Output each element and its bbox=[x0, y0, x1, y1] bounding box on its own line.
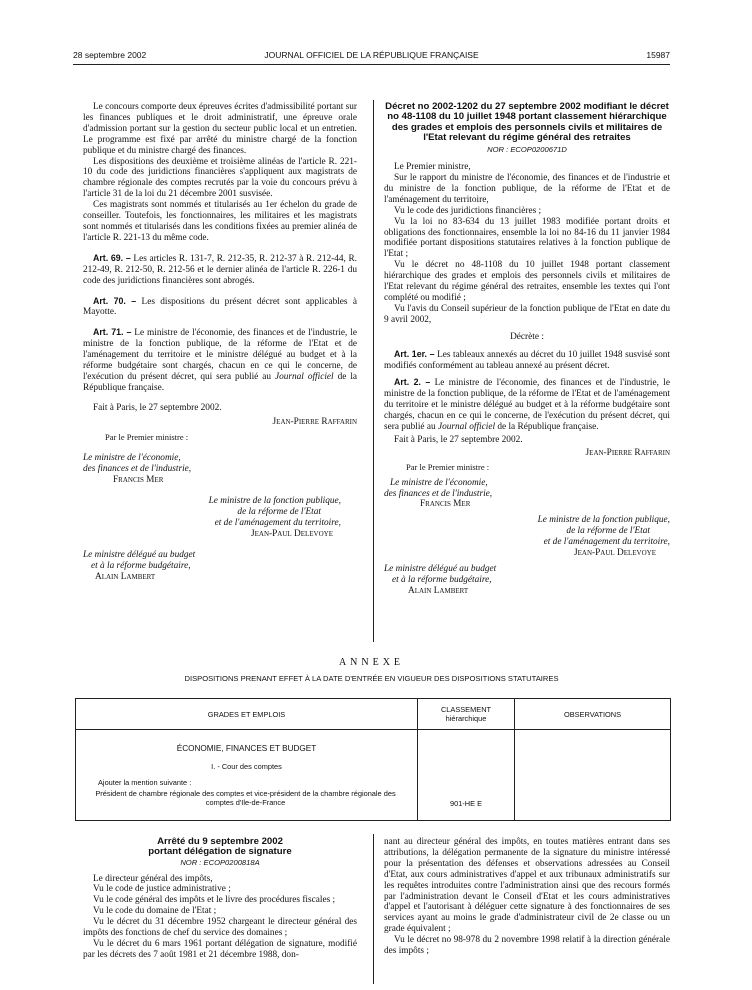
paragraph: Sur le rapport du ministre de l'économie, des finances et de l'industrie et du ministre de la fonction publique, de la réforme de l'Etat et de l'aménagement du territoire, bbox=[384, 173, 670, 205]
header-date: 28 septembre 2002 bbox=[73, 50, 147, 60]
header-rule bbox=[73, 64, 670, 65]
paragraph: Le directeur général des impôts, bbox=[93, 873, 213, 884]
article-70: Art. 70. – Les dispositions du présent décret sont applicables à Mayotte. bbox=[83, 295, 357, 318]
par-le-premier-ministre: Par le Premier ministre : bbox=[406, 461, 490, 472]
signature-prime-minister: Jean-Pierre Raffarin bbox=[585, 447, 670, 458]
arrete-title-1: Arrêté du 9 septembre 2002 bbox=[157, 836, 283, 847]
paragraph: Vu la loi no 83-634 du 13 juillet 1983 modifiée portant droits et obligations des fonctionnaires, ensemble la loi no 84-16 du 11 janvier 1984 modifiée portant dispositions statutaires relatives à la fonction publique de l'Etat ; bbox=[384, 216, 670, 260]
cell-classement bbox=[418, 730, 515, 821]
paragraph: Vu le code général des impôts et le livre des procédures fiscales ; bbox=[93, 895, 336, 906]
paragraph: Vu le code du domaine de l'Etat ; bbox=[93, 906, 217, 917]
page-header bbox=[73, 50, 670, 64]
arrete-nor: NOR : ECOP0200818A bbox=[180, 857, 260, 867]
table-header-row bbox=[76, 699, 671, 730]
column-divider bbox=[373, 100, 374, 642]
cell-observations bbox=[515, 730, 671, 821]
article-1: Art. 1er. – Les tableaux annexés au décret du 10 juillet 1948 susvisé sont modifiés conformément au tableau annexé au présent décret. bbox=[384, 348, 670, 371]
paragraph: nant au directeur général des impôts, en toutes matières entrant dans ses attributions, la délégation permanente de la signature du ministre intéressé pour la présentation des défenses et observations adressées au Conseil d'Etat, aux cours administratives d'appel et aux tribunaux administratifs sur les requêtes introduites contre l'administration ainsi que des recours formés par l'administration devant le Conseil d'Etat et les cours administratives d'appel et l'autorisant à déléguer cette signature à des fonctionnaires de ses services ayant au moins le grade d'administrateur civil de 2e classe ou un grade équivalent ; bbox=[384, 837, 670, 935]
section-title: ÉCONOMIE, FINANCES ET BUDGET bbox=[176, 744, 317, 753]
signature-block-3: Le ministre délégué au budget et à la réforme budgétaire, Alain Lambert bbox=[83, 549, 196, 582]
article-69: Art. 69. – Les articles R. 131-7, R. 212-35, R. 212-37 à R. 212-44, R. 212-49, R. 212-50, R. 212-56 et le dernier alinéa de l'article R. 226-1 du code des juridictions financières sont abrogés. bbox=[83, 252, 357, 286]
paragraph: Vu le décret du 31 décembre 1952 chargeant le directeur général des impôts des fonctions de chef du service des domaines ; bbox=[83, 917, 357, 939]
signature-block-3: Le ministre délégué au budget et à la réforme budgétaire, Alain Lambert bbox=[384, 564, 497, 596]
header-observations: OBSERVATIONS bbox=[515, 699, 671, 730]
classement-value: 901-HE E bbox=[449, 799, 483, 808]
header-grades: GRADES ET EMPLOIS bbox=[76, 699, 418, 730]
arrete-title-2: portant délégation de signature bbox=[148, 846, 292, 858]
row-label: Président de chambre régionale des comptes et vice-président de la chambre régionale des comptes d'Ile-de-France bbox=[95, 789, 396, 807]
par-le-premier-ministre: Par le Premier ministre : bbox=[105, 431, 189, 442]
annexe-table bbox=[75, 698, 671, 821]
table-bottom-rule bbox=[75, 820, 671, 821]
signature-block-2: Le ministre de la fonction publique, de la réforme de l'Etat et de l'aménagement du territoire, Jean-Paul Delevoye bbox=[537, 515, 670, 559]
decrete: Décrète : bbox=[510, 331, 544, 342]
arrete-left-column bbox=[83, 837, 357, 961]
paragraph: Vu l'avis du Conseil supérieur de la fonction publique de l'Etat en date du 9 avril 2002, bbox=[384, 303, 670, 325]
signature-block-1: Le ministre de l'économie, des finances et de l'industrie, Francis Mer bbox=[83, 453, 192, 486]
article-71: Art. 71. – Le ministre de l'économie, des finances et de l'industrie, le ministre de la fonction publique, de la réforme de l'Etat et de l'aménagement du territoire et le ministre délégué au budget et à la réforme budgétaire sont chargés, chacun en ce qui le concerne, de l'exécution du présent décret, qui sera publié au Journal officiel de la République française. bbox=[83, 327, 358, 393]
left-column bbox=[83, 102, 357, 583]
fait-a-paris: Fait à Paris, le 27 septembre 2002. bbox=[394, 434, 523, 445]
annexe-subtitle: DISPOSITIONS PRENANT EFFET À LA DATE D'ENTRÉE EN VIGUEUR DES DISPOSITIONS STATUTAIRES bbox=[184, 674, 559, 683]
fait-a-paris: Fait à Paris, le 27 septembre 2002. bbox=[93, 402, 222, 413]
paragraph: Vu le décret no 48-1108 du 10 juillet 1948 portant classement hiérarchique des grades et emplois des personnels civils et militaires de l'Etat relevant du régime général des retraites, ensemble les textes qui l'ont complété ou modifié ; bbox=[384, 260, 670, 303]
paragraph: Les dispositions des deuxième et troisième alinéas de l'article R. 221-10 du code des juridictions financières s'appliquent aux magistrats de chambre régionale des comptes recrutés par la voie du concours prévu à l'article 31 de la loi du 21 décembre 2001 susvisée. bbox=[83, 156, 357, 200]
paragraph: Vu le code des juridictions financières ; bbox=[394, 205, 542, 216]
paragraph: Vu le décret du 6 mars 1961 portant délégation de signature, modifié par les décrets des 7 août 1981 et 21 décembre 1988, don- bbox=[83, 938, 357, 960]
subsection-title: I. - Cour des comptes bbox=[211, 762, 282, 771]
decree-title: Décret no 2002-1202 du 27 septembre 2002 modifiant le décret no 48-1108 du 10 juillet 1948 portant classement hiérarchique des grades et emplois des personnels civils et militaires de l'Etat relevant du régime général des retraites bbox=[385, 101, 669, 143]
paragraph: Le Premier ministre, bbox=[394, 162, 471, 173]
paragraph: Vu le décret no 98-978 du 2 novembre 1998 relatif à la direction générale des impôts ; bbox=[384, 935, 670, 957]
table-row bbox=[76, 730, 671, 821]
add-mention: Ajouter la mention suivante : bbox=[98, 778, 192, 787]
nor-reference: NOR : ECOP0200671D bbox=[487, 145, 567, 155]
paragraph: Le concours comporte deux épreuves écrites d'admissibilité portant sur les finances publiques et le droit administratif, une épreuve orale d'admission portant sur la gestion du secteur public local et un entretien. Le programme est fixé par arrêté du ministre chargé de la fonction publique et du ministre chargé des finances. bbox=[83, 102, 357, 156]
arrete-right-column bbox=[384, 837, 670, 957]
annexe-title: ANNEXE bbox=[338, 657, 405, 668]
signature-prime-minister: Jean-Pierre Raffarin bbox=[272, 416, 357, 427]
header-journal: JOURNAL OFFICIEL DE LA RÉPUBLIQUE FRANÇAISE bbox=[264, 50, 479, 60]
right-column bbox=[384, 102, 670, 597]
signature-block-1: Le ministre de l'économie, des finances et de l'industrie, Francis Mer bbox=[384, 477, 493, 510]
cell-grades bbox=[76, 730, 418, 821]
paragraph: Vu le code de justice administrative ; bbox=[93, 884, 231, 895]
signature-block-2: Le ministre de la fonction publique, de la réforme de l'Etat et de l'aménagement du territoire, Jean-Paul Delevoye bbox=[208, 496, 341, 539]
article-2: Art. 2. – Le ministre de l'économie, des finances et de l'industrie, le ministre de la fonction publique, de la réforme de l'Etat et de l'aménagement du territoire et le ministre délégué au budget et à la réforme budgétaire sont chargés, chacun en ce qui le concerne, de l'exécution du présent décret, qui sera publié au Journal officiel de la République française. bbox=[384, 377, 670, 433]
column-divider-bottom bbox=[373, 834, 374, 984]
header-page-number: 15987 bbox=[646, 50, 670, 60]
header-classement: CLASSEMENT hiérarchique bbox=[418, 699, 515, 730]
paragraph: Ces magistrats sont nommés et titularisés au 1er échelon du grade de conseiller. Toutefois, les fonctionnaires, les militaires et les magistrats sont nommés et titularisés dans les conditions fixées au premier alinéa de l'article R. 221-13 du même code. bbox=[83, 200, 357, 243]
